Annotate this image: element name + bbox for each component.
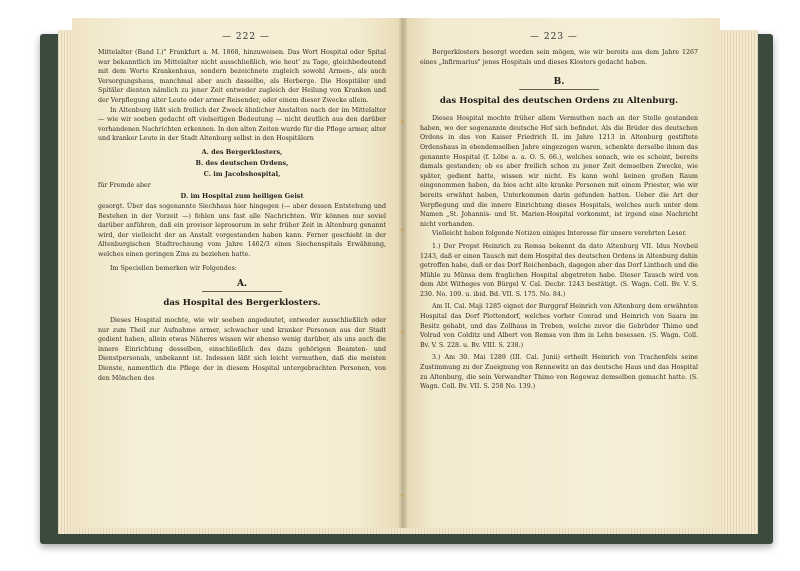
paragraph: Vielleicht haben folgende Notizen einiges Interesse für unsere verehrten Leser.	[432, 230, 687, 238]
list-item: B. des deutschen Ordens,	[195, 158, 289, 167]
section-letter: A.	[236, 279, 248, 290]
paragraph: gesorgt. Über das sogenannte Siechhaus hier hingegen (— aber dessen Entstehung und Bestehen in der Vorzeit —) fehlen uns fast alle Nachrichten. Wir können nur soviel darüber anführen, daß ein provisor leprosorum in sehr früher Zeit in Altenburg genannt wird, der vielleicht der an Anstalt vorgestanden haben kann. Ferner geschieht in der Altenburgischen Stadtrechnung vom Jahre 1462/3 eines Siechenspitals Erwähnung, welches einen geringen Zins zu beziehen hatte.	[98, 202, 386, 258]
divider	[519, 89, 599, 90]
paragraph: In Altenburg läßt sich freilich der Zweck ähnlicher Anstalten nach der im Mittelalter — wie wir soeben gedacht oft vielseitigen Bedeutung — nicht deutlich aus den darüber vorhandenen Nachrichten erkennen. In den alten Zeiten wurde für die Pflege armer, alter und kranker Leute in der Stadt Altenburg selbst in den Hospitälern	[98, 106, 386, 143]
paragraph: Dieses Hospital mochte früher allem Vermuthen nach an der Stelle gestanden haben, wo der sogenannte deutsche Hof sich befindet. Als die Brüder des deutschen Ordens in das von Kaiser Friedrich II. im Jahre 1213 in Altenburg gestiftete Ordenshaus in ebendemselben Jahre eingezogen waren, schenkte derselbe ihnen das genannte Hospital (f. Löbe a. a. O. S. 66.), welches sonach, wie es scheint, bereits damals gestanden; ob es aber freilich schon zu jener Zeit demselben Zwecke, wie später, gedient hatte, wissen wir nicht. Es kann wohl keinen großen Raum eingenommen haben, da bios acht alte kranke Personen mit einem Priester, wie wir bereits erwähnt haben, Unterkommen darin gefunden hatten. Ueber die Art der Verpflegung und die innere Einrichtung dieses Hospitals, welches auch unter dem Namen „St. Johannis- und St. Marien-Hospital vorkommt, ist irgend eine Nachricht nicht vorhanden.	[420, 115, 698, 228]
left-page	[72, 18, 404, 528]
binding-stitch	[401, 120, 404, 123]
paragraph: Dieses Hospital mochte, wie wir soeben angedeutet, entweder ausschließlich oder nur zum Theil zur Aufnahme armer, schwacher und kranker Personen aus der Stadt gedient haben, allein etwas Näheres wissen wir ebenso wenig darüber, als uns auch die innere Einrichtung desselben, einschließlich des dazu gehörigen Beamten- und Dienstpersonals, unbekannt ist. Indessen läßt sich leicht vermuthen, daß die meisten Dienste, namentlich die Pflege der in diesem Hospital untergebrachten Personen, von den Mönchen des	[98, 317, 386, 382]
list-intro: für Fremde aber	[98, 181, 151, 189]
paragraph: Im Speciellen bemerken wir Folgendes:	[110, 264, 237, 272]
footnote: 3.) Am 30. Mai 1289 (III. Cal. Junii) ertheilt Heinrich von Trachenfels seine Zustimmung zu der Zueignung von Rennewitz an das deutsche Haus und das Hospital zu Altenburg, die sein Verwandter Thimo von Regewaz demselben gemacht hatte. (S. Wagn. Coll. Bv. VII. S. 258 No. 139.)	[420, 354, 698, 391]
binding-stitch	[401, 494, 404, 497]
footnote: Am II. Cal. Maji 1285 eignet der Burggraf Heinrich von Altenburg dem erwähnten Hospital das Dorf Plottendorf, welches vorher Conrad und Heinrich von Saara im Besitz gehabt, und das Zollhaus in Treben, welche zuvor die Gebrüder Thimo und Volrad von Colditz und Albert von Remsa von ihm in Lehn besessen. (S. Wagn. Coll. Bv. V. S. 228. u. Bv. VIII. S. 238.)	[420, 303, 698, 349]
divider	[202, 291, 282, 292]
list-item: A. des Bergerklosters,	[201, 147, 283, 156]
page-number-left: — 222 —	[222, 32, 270, 42]
list-item: D. im Hospital zum heiligen Geist	[180, 191, 304, 200]
list-item: C. im Jacobshospital,	[203, 169, 281, 178]
book-gutter	[399, 18, 407, 528]
binding-stitch	[401, 330, 404, 333]
binding-stitch	[401, 228, 404, 231]
section-title: das Hospital des deutschen Ordens zu Altenburg.	[439, 96, 679, 107]
paragraph: Mittelalter (Band I.)" Frankfurt a. M. 1868, hinzuweisen. Das Wort Hospital oder Spital war bekanntlich im Mittelalter nicht ausschließlich, wie heut' zu Tage, gleichbedeutend mit dem Worte Krankenhaus, sondern bezeichnete zugleich sowohl Armen-, als auch Versorgungshaus, manchmal aber auch dasselbe, als Herberge. Die Hospitäler und Spitäler dienten nämlich zu jener Zeit entweder zugleich der Heilung von Kranken und der Verpflegung alter Leute oder armer Reisender, oder einem dieser Zwecke allein.	[98, 49, 386, 104]
footnote: 1.) Der Propst Heinrich zu Remsa bekennt da dato Altenburg VII. Idus Novbeii 1243, daß er einen Tausch mit dem Hospital des deutschen Ordens in Altenburg dahin getroffen habe, daß er das Dorf Reichenbach, dagegen aber das Dorf Lintbach und die Mühle zu Münsa dem fraglichen Hospital abgetreten habe. Dieser Tausch wird von dem Abt Witheges von Bürgel V. Cal. Decbr. 1243 bestätigt. (S. Wagn. Coll. Bv. V. S. 230. No. 109. u. ibid. Bd. VII. S. 175. No. 84.)	[420, 242, 698, 298]
section-letter: B.	[553, 77, 565, 88]
section-title: das Hospital des Bergerklosters.	[163, 298, 321, 309]
paragraph: Bergerklosters besorgt worden sein mögen, wie wir bereits aus dem Jahre 1267 eines „Infirmarius" jenes Hospitals und dieses Klosters gedacht haben.	[420, 49, 698, 66]
page-number-right: — 223 —	[530, 32, 578, 42]
right-page	[402, 18, 720, 528]
